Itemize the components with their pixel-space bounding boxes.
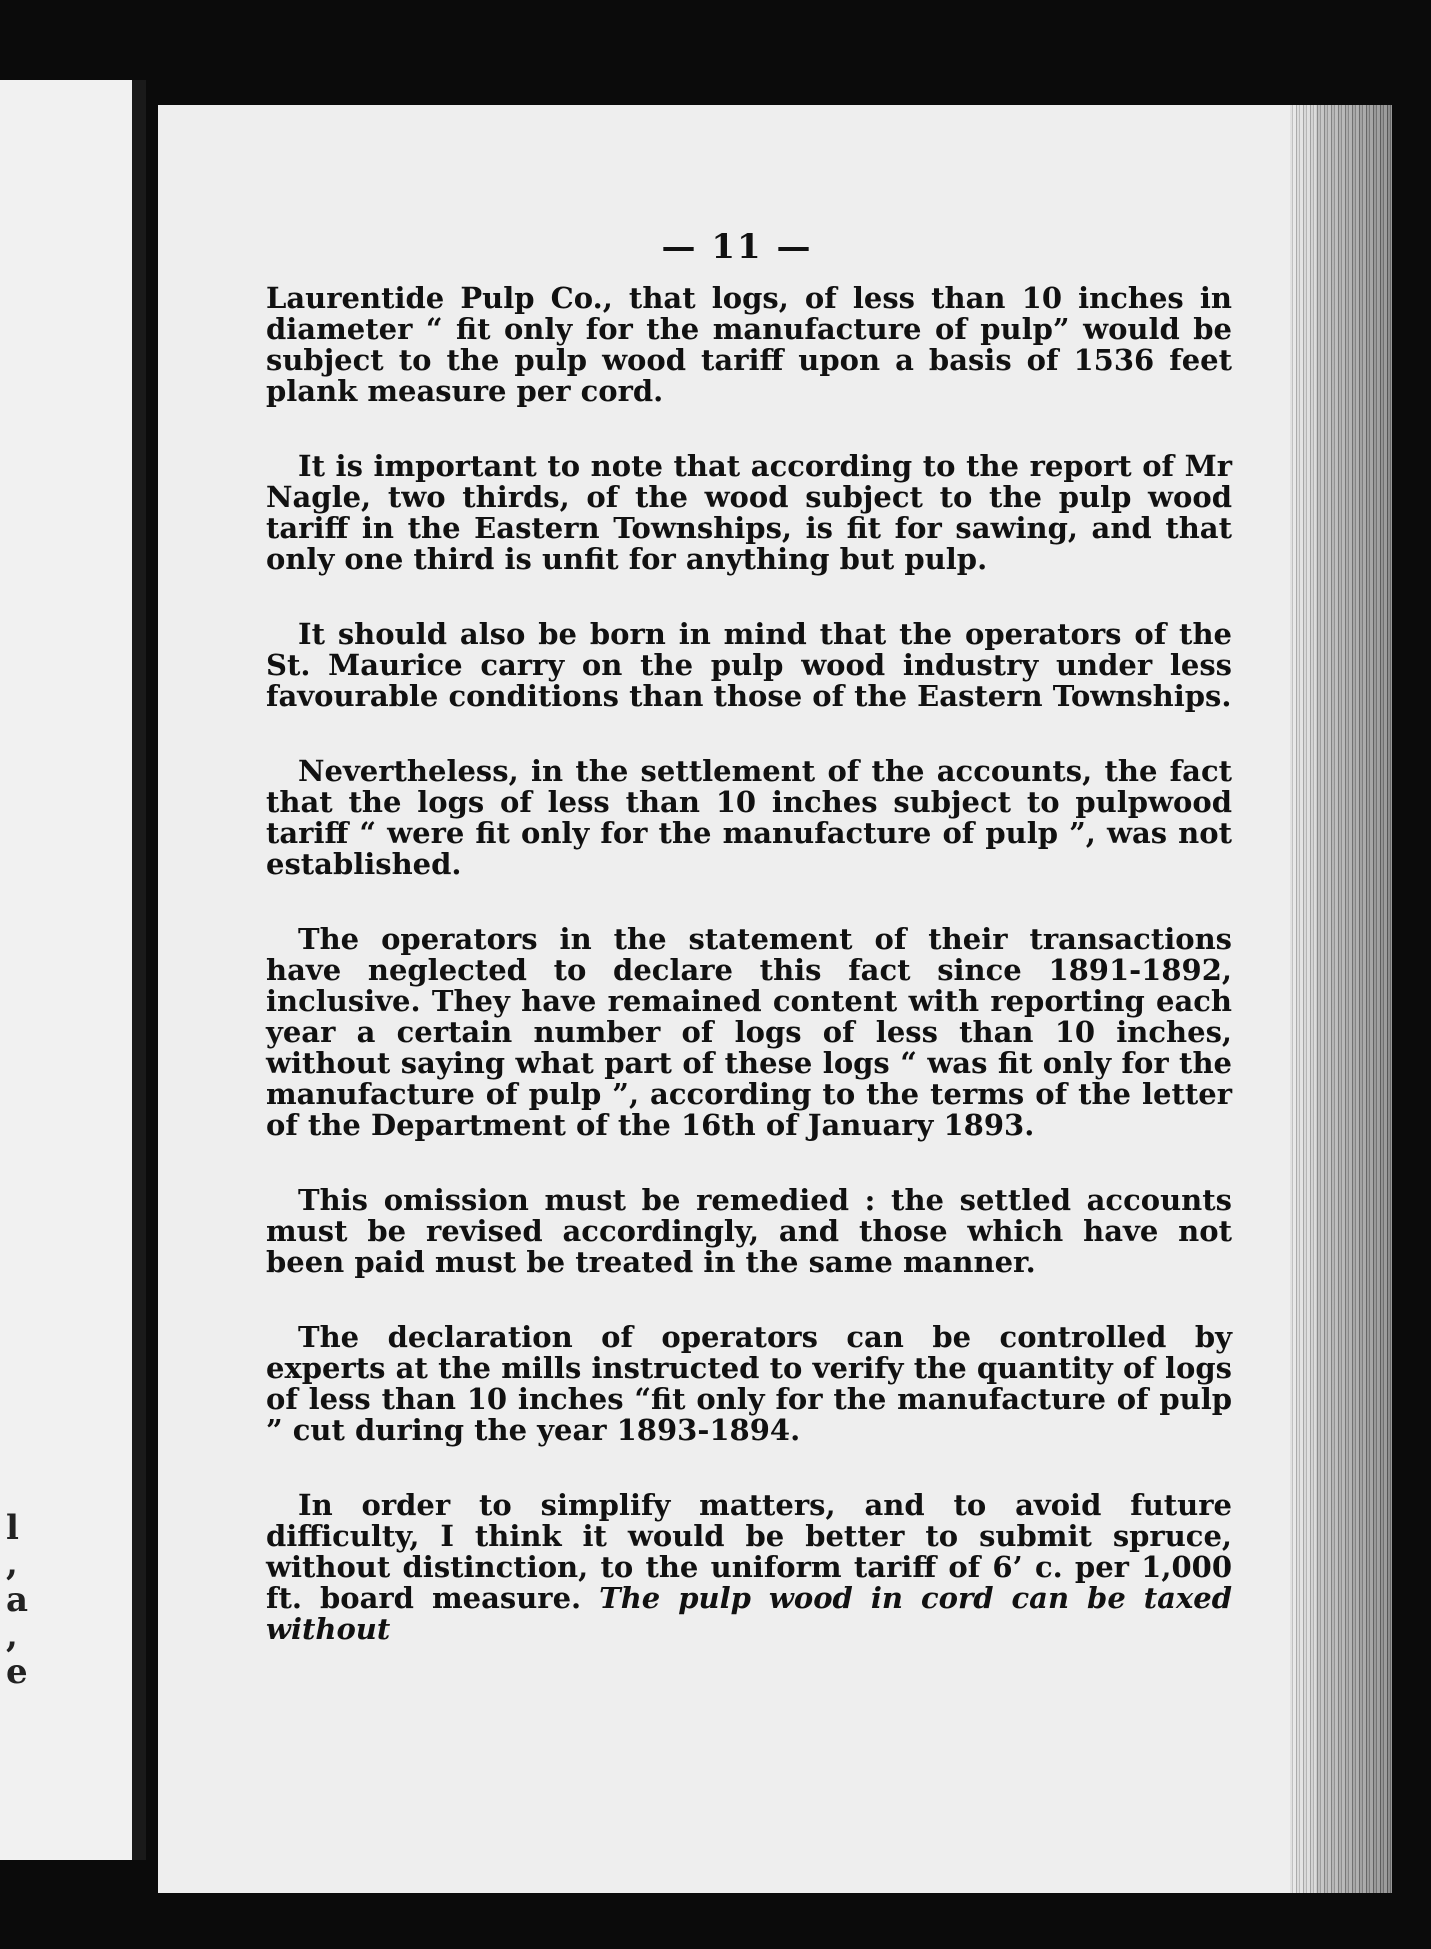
paragraph-last-text: In order to simplify matters, and to avoid future difficulty, I think it would be better to submit spruce, without distinction, to the uniform tariff of 6’ c. per 1,000 ft. board measure. [266,1488,1232,1615]
left-page [0,80,140,1860]
paragraph-last-italic: The pulp wood in cord can be taxed without [266,1581,1232,1646]
left-fragment: l [6,1508,19,1548]
book-gutter [132,80,146,1860]
paragraph: It should also be born in mind that the operators of the St. Maurice carry on the pulp wood industry under less favourable conditions than those of the Eastern Townships. [266,617,1232,713]
paragraph: It is important to note that according to the report of Mr Nagle, two thirds, of the wood subject to the pulp wood tariff in the Eastern Townships, is fit for sawing, and that only one third is unfit for anything but pulp. [266,449,1232,576]
left-page-fragments [6,1510,28,1690]
left-fragment: , [6,1616,18,1656]
page-stack-shade [1290,105,1392,1893]
page-number: — 11 — [661,227,813,267]
paragraph-last [266,1490,1232,1645]
paragraph: The declaration of operators can be controlled by experts at the mills instructed to verify the quantity of logs of less than 10 inches “fit only for the manufacture of pulp ” cut during the year 1893-1894. [266,1320,1232,1447]
left-fragment: , [6,1544,18,1584]
paragraph: This omission must be remedied : the settled accounts must be revised accordingly, and those which have not been paid must be treated in the same manner. [266,1183,1232,1279]
left-fragment: a [6,1580,29,1620]
book-page [158,105,1316,1893]
page-text [266,283,1232,1645]
paragraph: Laurentide Pulp Co., that logs, of less than 10 inches in diameter “ fit only for the manufacture of pulp” would be subject to the pulp wood tariff upon a basis of 1536 feet plank measure per cord. [266,281,1232,408]
paragraph: Nevertheless, in the settlement of the accounts, the fact that the logs of less than 10 inches subject to pulpwood tariff “ were fit only for the manufacture of pulp ”, was not established. [266,754,1232,881]
left-fragment: e [6,1652,28,1692]
paragraph: The operators in the statement of their transactions have neglected to declare this fact since 1891-1892, inclusive. They have remained content with reporting each year a certain number of logs of less than 10 inches, without saying what part of these logs “ was fit only for the manufacture of pulp ”, according to the terms of the letter of the Department of the 16th of January 1893. [266,922,1232,1142]
